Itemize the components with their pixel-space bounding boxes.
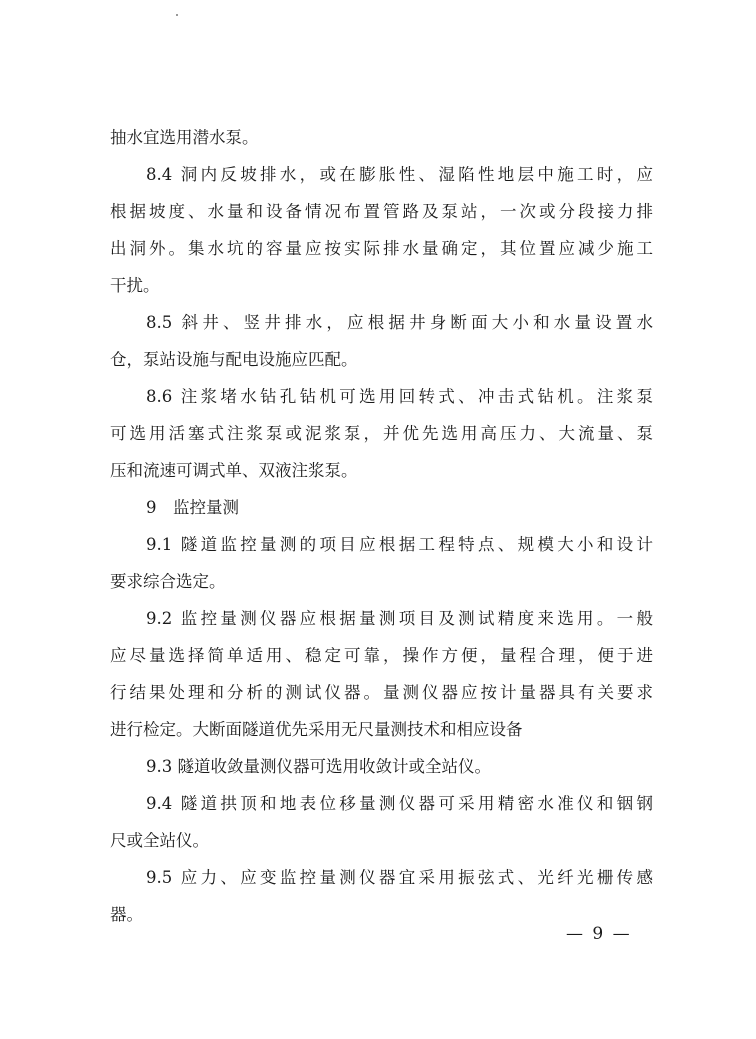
paragraph-9-3-line: 9.3 隧道收敛量测仪器可选用收敛计或全站仪。 — [146, 757, 491, 776]
paragraph-8-6-line: 压和流速可调式单、双液注浆泵。 — [110, 461, 358, 480]
paragraph-9-1-line: 9.1 隧道监控量测的项目应根据工程特点、规模大小和设计 — [146, 535, 653, 554]
paragraph-9-4-line: 9.4 隧道拱顶和地表位移量测仪器可采用精密水准仪和铟钢 — [146, 794, 653, 813]
paragraph-8-6-line: 可选用活塞式注浆泵或泥浆泵，并优先选用高压力、大流量、泵 — [110, 424, 653, 443]
page-number: — 9 — — [566, 924, 632, 944]
paragraph-8-4-line: 干扰。 — [110, 276, 160, 295]
paragraph-9-4-line: 尺或全站仪。 — [110, 831, 209, 850]
paragraph-8-6-line: 8.6 注浆堵水钻孔钻机可选用回转式、冲击式钻机。注浆泵 — [146, 387, 653, 406]
paragraph-8-5-line: 仓，泵站设施与配电设施应匹配。 — [110, 350, 358, 369]
paragraph-9-2-line: 应尽量选择简单适用、稳定可靠，操作方便，量程合理，便于进 — [110, 646, 653, 665]
paragraph-8-4-line: 出洞外。集水坑的容量应按实际排水量确定，其位置应减少施工 — [110, 239, 653, 258]
paragraph-8-4-line: 8.4 洞内反坡排水，或在膨胀性、湿陷性地层中施工时，应 — [146, 165, 653, 184]
paragraph-8-5-line: 8.5 斜井、竖井排水，应根据井身断面大小和水量设置水 — [146, 313, 653, 332]
text-line: 抽水宜选用潜水泵。 — [110, 128, 259, 147]
paragraph-9-2-line: 9.2 监控量测仪器应根据量测项目及测试精度来选用。一般 — [146, 609, 653, 628]
paragraph-9-2-line: 进行检定。大断面隧道优先采用无尺量测技术和相应设备 — [110, 720, 523, 739]
paragraph-9-1-line: 要求综合选定。 — [110, 572, 226, 591]
paragraph-9-2-line: 行结果处理和分析的测试仪器。量测仪器应按计量器具有关要求 — [110, 683, 653, 702]
scan-dot — [176, 14, 178, 16]
paragraph-8-4-line: 根据坡度、水量和设备情况布置管路及泵站，一次或分段接力排 — [110, 202, 653, 221]
paragraph-9-5-line: 器。 — [110, 905, 143, 924]
section-heading: 9 监控量测 — [146, 498, 239, 517]
paragraph-9-5-line: 9.5 应力、应变监控量测仪器宜采用振弦式、光纤光栅传感 — [146, 868, 653, 887]
